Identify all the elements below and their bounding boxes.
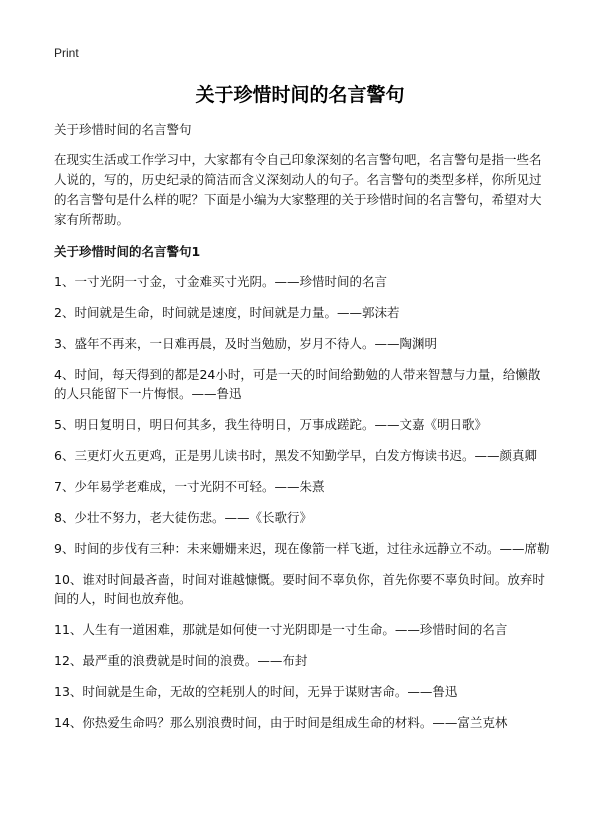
- quote-item: 12、最严重的浪费就是时间的浪费。——布封: [54, 653, 308, 668]
- quote-item: 3、盛年不再来，一日难再晨，及时当勉励，岁月不待人。——陶渊明: [54, 336, 437, 351]
- quote-item: 1、一寸光阴一寸金，寸金难买寸光阴。——珍惜时间的名言: [54, 274, 387, 289]
- quote-item: 7、少年易学老难成，一寸光阴不可轻。——朱熹: [54, 479, 325, 494]
- page-title: 关于珍惜时间的名言警句: [195, 84, 405, 106]
- quote-item: 9、时间的步伐有三种：未来姗姗来迟，现在像箭一样飞逝，过往永远静立不动。——席勒: [54, 541, 550, 556]
- document-subtitle: 关于珍惜时间的名言警句: [54, 122, 192, 137]
- quote-item: 4、时间，每天得到的都是24小时，可是一天的时间给勤勉的人带来智慧与力量，给懒散的人只能留下一片悔恨。——鲁迅: [54, 367, 541, 401]
- intro-paragraph: 在现实生活或工作学习中，大家都有令自己印象深刻的名言警句吧，名言警句是指一些名人说的，写的，历史纪录的简洁而含义深刻动人的句子。名言警句的类型多样，你所见过的名言警句是什么样的呢？下面是小编为大家整理的关于珍惜时间的名言警句，希望对大家有所帮助。: [54, 152, 542, 227]
- quote-list: [54, 272, 550, 732]
- quote-item: 10、谁对时间最吝啬，时间对谁越慷慨。要时间不辜负你，首先你要不辜负时间。放弃时间的人，时间也放弃他。: [54, 572, 545, 606]
- quote-item: 8、少壮不努力，老大徒伤悲。——《长歌行》: [54, 510, 312, 525]
- quote-item: 13、时间就是生命，无故的空耗别人的时间，无异于谋财害命。——鲁迅: [54, 684, 458, 699]
- document-body: [54, 120, 550, 744]
- quote-item: 11、人生有一道困难，那就是如何使一寸光阴即是一寸生命。——珍惜时间的名言: [54, 622, 508, 637]
- quote-item: 5、明日复明日，明日何其多，我生待明日，万事成蹉跎。——文嘉《明日歌》: [54, 417, 487, 432]
- print-link[interactable]: Print: [54, 46, 79, 60]
- section-heading: 关于珍惜时间的名言警句1: [54, 244, 201, 259]
- quote-item: 2、时间就是生命，时间就是速度，时间就是力量。——郭沫若: [54, 305, 400, 320]
- quote-item: 6、三更灯火五更鸡，正是男儿读书时，黑发不知勤学早，白发方悔读书迟。——颜真卿: [54, 448, 537, 463]
- quote-item: 14、你热爱生命吗？那么别浪费时间，由于时间是组成生命的材料。——富兰克林: [54, 715, 508, 730]
